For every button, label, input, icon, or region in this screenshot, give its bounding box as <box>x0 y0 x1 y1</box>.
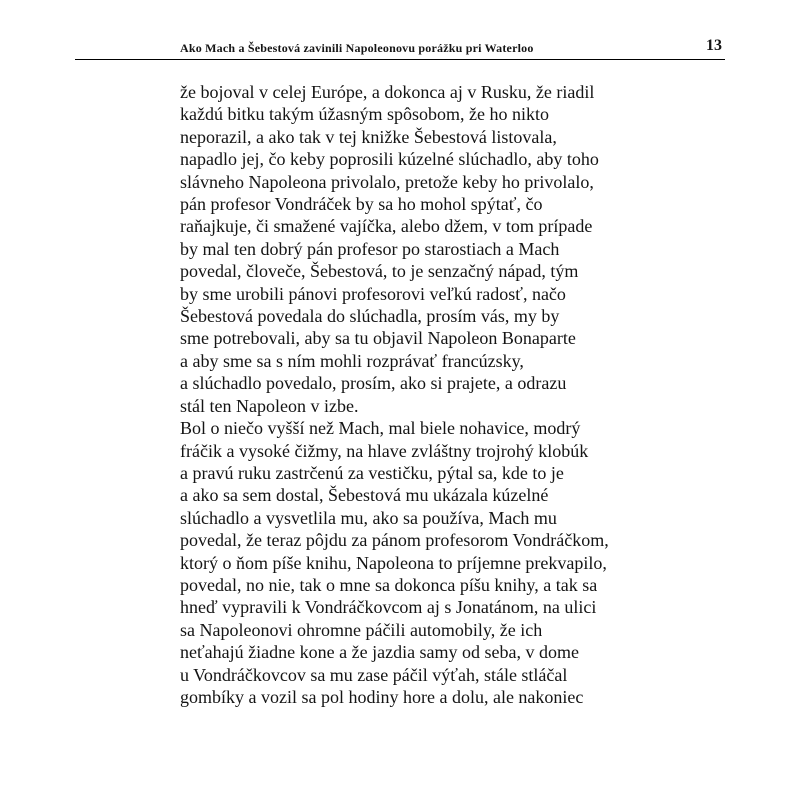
running-title: Ako Mach a Šebestová zavinili Napoleonovu porážku pri Waterloo <box>180 41 534 55</box>
text-line: povedal, človeče, Šebestová, to je senzačný nápad, tým <box>180 261 579 282</box>
body-text <box>180 81 655 708</box>
page-number: 13 <box>706 37 722 54</box>
text-line: každú bitku takým úžasným spôsobom, že ho nikto <box>180 104 549 125</box>
text-line: Šebestová povedala do slúchadla, prosím vás, my by <box>180 306 560 327</box>
text-line: by sme urobili pánovi profesorovi veľkú radosť, načo <box>180 283 566 304</box>
text-line: sme potrebovali, aby sa tu objavil Napoleon Bonaparte <box>180 328 576 349</box>
text-line: gombíky a vozil sa pol hodiny hore a dolu, ale nakoniec <box>180 686 584 707</box>
text-line: a pravú ruku zastrčenú za vestičku, pýtal sa, kde to je <box>180 462 564 483</box>
text-line: sa Napoleonovi ohromne páčili automobily, že ich <box>180 619 543 640</box>
text-line: povedal, no nie, tak o mne sa dokonca píšu knihy, a tak sa <box>180 574 598 595</box>
text-line: raňajkuje, či smažené vajíčka, alebo džem, v tom prípade <box>180 216 593 237</box>
text-line: stál ten Napoleon v izbe. <box>180 395 359 416</box>
text-line: slúchadlo a vysvetlila mu, ako sa používa, Mach mu <box>180 507 557 528</box>
text-line: u Vondráčkovcov sa mu zase páčil výťah, stále stláčal <box>180 664 568 685</box>
text-line: fráčik a vysoké čižmy, na hlave zvláštny trojrohý klobúk <box>180 440 589 461</box>
text-line: slávneho Napoleona privolalo, pretože keby ho privolalo, <box>180 171 594 192</box>
text-line: a ako sa sem dostal, Šebestová mu ukázala kúzelné <box>180 485 549 506</box>
text-line: neťahajú žiadne kone a že jazdia samy od seba, v dome <box>180 642 580 663</box>
text-line: ktorý o ňom píše knihu, Napoleona to príjemne prekvapilo, <box>180 552 607 573</box>
text-line: a slúchadlo povedalo, prosím, ako si prajete, a odrazu <box>180 373 567 394</box>
text-line: a aby sme sa s ním mohli rozprávať francúzsky, <box>180 350 524 371</box>
text-line: by mal ten dobrý pán profesor po starostiach a Mach <box>180 238 560 259</box>
text-line: neporazil, a ako tak v tej knižke Šebestová listovala, <box>180 126 557 147</box>
text-line: hneď vypravili k Vondráčkovcom aj s Jonatánom, na ulici <box>180 597 597 618</box>
text-line: pán profesor Vondráček by sa ho mohol spýtať, čo <box>180 194 543 215</box>
text-line: napadlo jej, čo keby poprosili kúzelné slúchadlo, aby toho <box>180 149 599 170</box>
header-rule <box>75 59 725 60</box>
text-line: Bol o niečo vyšší než Mach, mal biele nohavice, modrý <box>180 418 581 439</box>
text-line: že bojoval v celej Európe, a dokonca aj v Rusku, že riadil <box>180 82 595 102</box>
text-line: povedal, že teraz pôjdu za pánom profesorom Vondráčkom, <box>180 530 609 551</box>
